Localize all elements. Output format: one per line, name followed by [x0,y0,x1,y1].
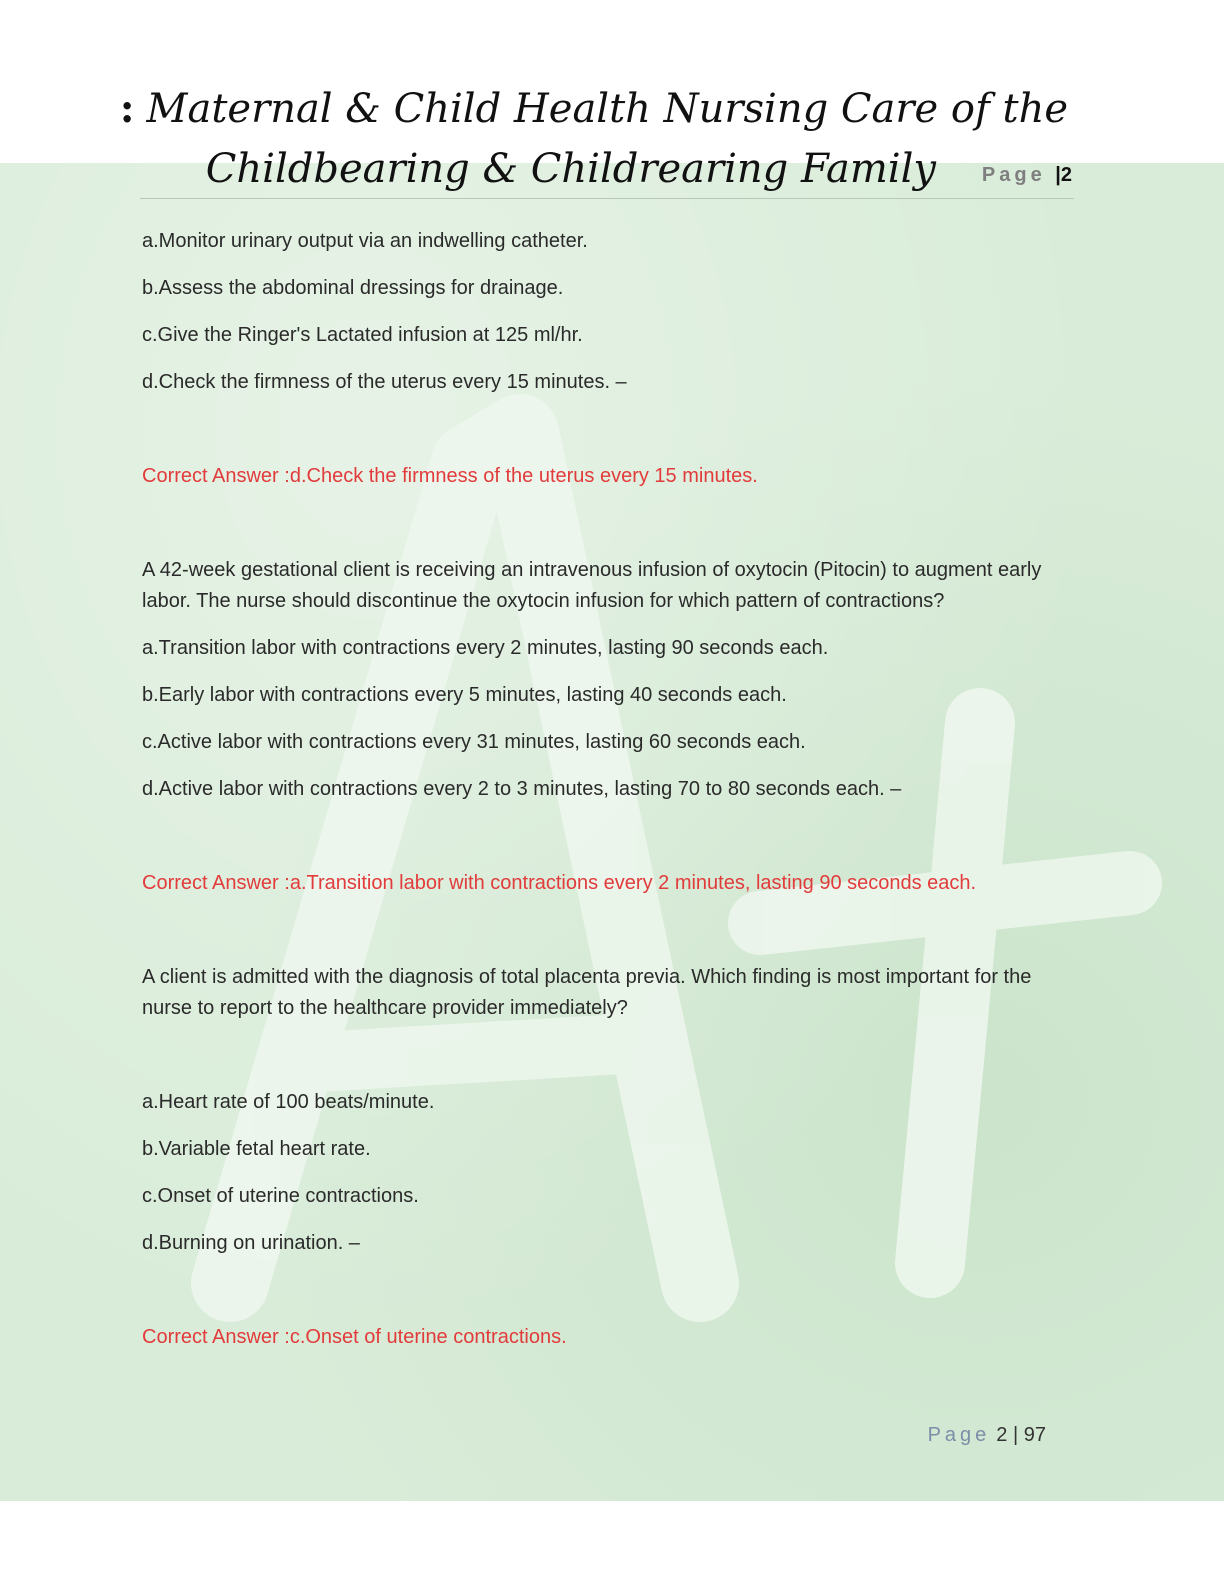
option-text: a.Transition labor with contractions every 2 minutes, lasting 90 seconds each. [142,637,829,659]
question-text: A 42-week gestational client is receiving an intravenous infusion of oxytocin (Pitocin) to augment early labor. The nurse should discontinue the oxytocin infusion for which pattern of contractions? [142,559,1042,612]
header-rule [140,198,1074,199]
correct-answer: Correct Answer :a.Transition labor with contractions every 2 minutes, lasting 90 seconds each. [142,872,977,894]
option-text: b.Early labor with contractions every 5 minutes, lasting 40 seconds each. [142,684,787,706]
footer-page-number: 2 [996,1424,1008,1446]
footer-page-indicator [928,1424,1046,1447]
option-text: a.Monitor urinary output via an indwelling catheter. [142,230,588,252]
document-title-line-1 [108,80,1068,138]
correct-answer: Correct Answer :d.Check the firmness of the uterus every 15 minutes. [142,465,758,487]
title-text-1: Maternal & Child Health Nursing Care of the [146,86,1068,132]
option-text: d.Burning on urination. – [142,1232,360,1254]
option-text: c.Give the Ringer's Lactated infusion at 125 ml/hr. [142,324,583,346]
option-text: b.Variable fetal heart rate. [142,1138,371,1160]
option-text: c.Onset of uterine contractions. [142,1185,419,1207]
header-page-separator: | [1055,164,1061,186]
header-page-number: 2 [1060,164,1072,186]
question-text: A client is admitted with the diagnosis of total placenta previa. Which finding is most important for the nurse to report to the healthcare provider immediately? [142,966,1032,1019]
option-text: c.Active labor with contractions every 31 minutes, lasting 60 seconds each. [142,731,806,753]
document-body [142,224,1072,1353]
option-text: a.Heart rate of 100 beats/minute. [142,1091,435,1113]
option-text: d.Check the firmness of the uterus every 15 minutes. – [142,371,627,393]
header-page-indicator [982,164,1072,187]
option-text: d.Active labor with contractions every 2 to 3 minutes, lasting 70 to 80 seconds each. – [142,778,902,800]
document-title-line-2: Childbearing & Childrearing Family [205,146,936,192]
footer-total-pages: 97 [1023,1424,1046,1446]
title-colon: : [119,85,135,132]
header-page-label: Page [981,164,1046,186]
option-text: b.Assess the abdominal dressings for drainage. [142,277,564,299]
footer-separator: | [1012,1424,1019,1446]
footer-page-label: Page [927,1424,991,1446]
correct-answer: Correct Answer :c.Onset of uterine contractions. [142,1326,567,1348]
